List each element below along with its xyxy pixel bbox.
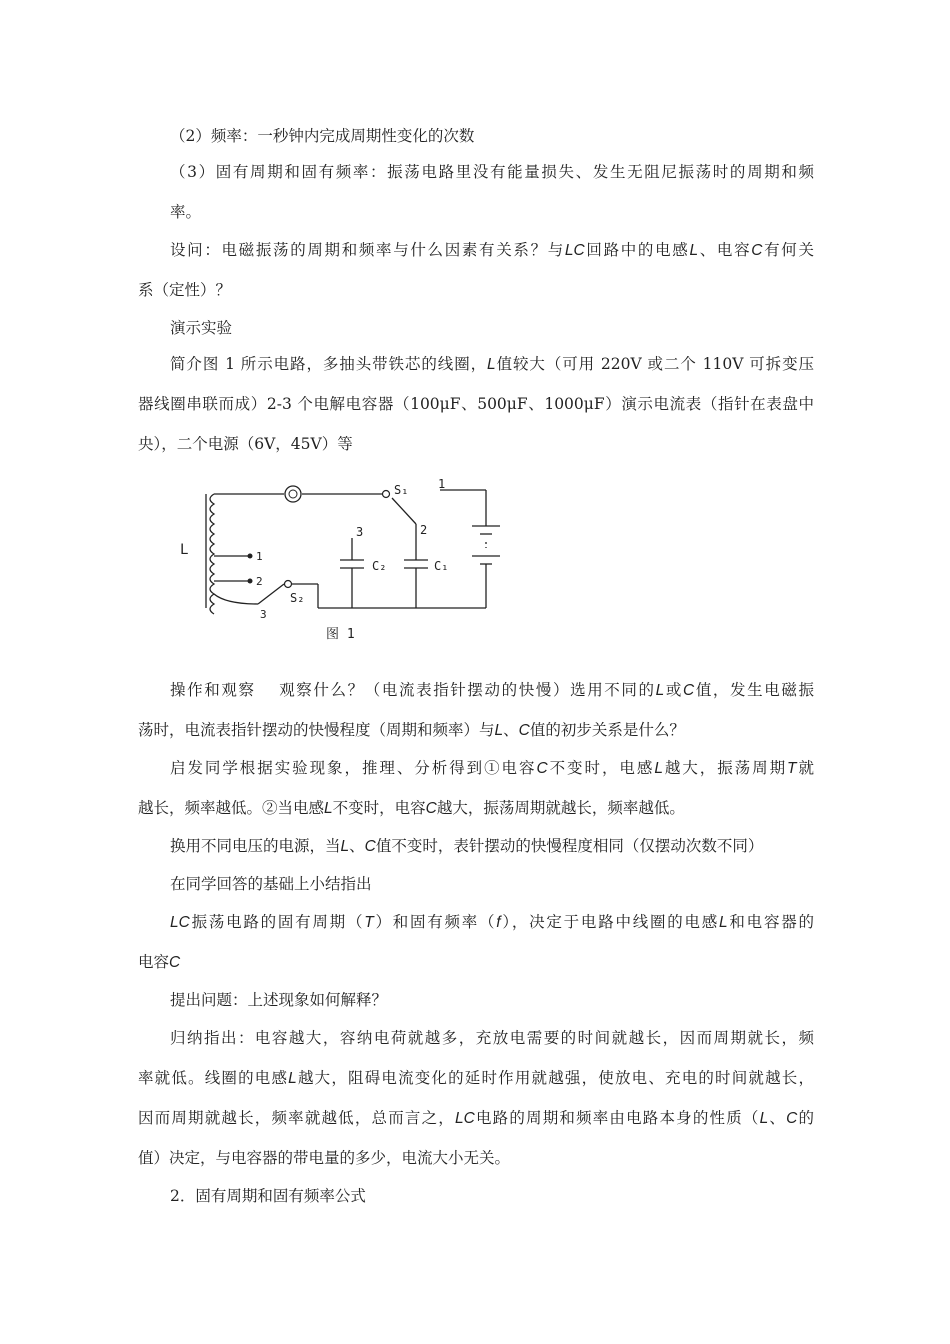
switch-s1-position-2: 2 bbox=[420, 523, 428, 537]
tap-2-label: 2 bbox=[256, 575, 263, 588]
paragraph-summary-line1: LC振荡电路的固有周期（T）和固有频率（f），决定于电路中线圈的电感L和电容器的 bbox=[170, 913, 814, 931]
paragraph-intro-line2: 器线圈串联而成）2-3 个电解电容器（100μF、500μF、1000μF）演示电流表（指针在表盘中 bbox=[138, 395, 814, 413]
paragraph-inference-line2: 越长，频率越低。②当电感L不变时，电容C越大，振荡周期就越长，频率越低。 bbox=[138, 799, 685, 817]
tap-3-wire bbox=[214, 594, 258, 604]
paragraph-intro-line3: 央），二个电源（6V，45V）等 bbox=[138, 435, 353, 453]
inductor-label: L bbox=[180, 542, 189, 558]
paragraph-conclusion-line4: 值）决定，与电容器的带电量的多少，电流大小无关。 bbox=[138, 1149, 511, 1167]
galvanometer-label: G bbox=[285, 491, 291, 501]
capacitor-c2-label: C₂ bbox=[372, 559, 387, 573]
switch-s1-blade bbox=[392, 498, 416, 524]
figure-caption: 图 1 bbox=[326, 627, 355, 642]
switch-s2-label: S₂ bbox=[290, 591, 305, 605]
paragraph-frequency-definition: （2）频率：一秒钟内完成周期性变化的次数 bbox=[170, 127, 475, 145]
capacitor-c1-label: C₁ bbox=[434, 559, 449, 573]
paragraph-conclusion-line1: 归纳指出：电容越大，容纳电荷就越多，充放电需要的时间就越长，因而周期就长，频 bbox=[170, 1029, 814, 1047]
switch-s1-contact bbox=[383, 491, 390, 498]
tap-3-label: 3 bbox=[260, 608, 267, 621]
section-heading-formula: 2．固有周期和固有频率公式 bbox=[170, 1187, 366, 1205]
paragraph-observe-line1: 操作和观察 观察什么？（电流表指针摆动的快慢）选用不同的L或C值，发生电磁振 bbox=[170, 681, 814, 699]
paragraph-summary-line2: 电容C bbox=[138, 953, 181, 971]
inductor-coil bbox=[210, 494, 214, 614]
capacitor-c2-tap-label: 3 bbox=[356, 525, 364, 539]
paragraph-natural-period-line2: 率。 bbox=[170, 203, 202, 221]
tap-1-label: 1 bbox=[256, 550, 263, 563]
circuit-diagram-figure bbox=[170, 476, 510, 648]
paragraph-question-explain: 提出问题：上述现象如何解释？ bbox=[170, 991, 388, 1009]
switch-s1-label: S₁ bbox=[394, 483, 409, 497]
switch-s2-contact bbox=[285, 581, 292, 588]
paragraph-summary-intro: 在同学回答的基础上小结指出 bbox=[170, 875, 372, 893]
paragraph-question-line1: 设问：电磁振荡的周期和频率与什么因素有关系？与LC回路中的电感L、电容C有何关 bbox=[170, 241, 814, 259]
switch-s1-position-1: 1 bbox=[438, 477, 446, 491]
paragraph-conclusion-line2: 率就低。线圈的电感L越大，阻碍电流变化的延时作用就越强，使放电、充电的时间就越长， bbox=[138, 1069, 814, 1087]
paragraph-observe-line2: 荡时，电流表指针摆动的快慢程度（周期和频率）与L、C值的初步关系是什么？ bbox=[138, 721, 685, 739]
paragraph-inference-line1: 启发同学根据实验现象，推理、分析得到①电容C不变时，电感L越大，振荡周期T就 bbox=[170, 759, 814, 777]
tap-2-terminal bbox=[248, 579, 253, 584]
paragraph-natural-period-line1: （3）固有周期和固有频率：振荡电路里没有能量损失、发生无阻尼振荡时的周期和频 bbox=[170, 163, 814, 181]
paragraph-question-line2: 系（定性）？ bbox=[138, 281, 232, 299]
paragraph-conclusion-line3: 因而周期就越长，频率就越低，总而言之，LC电路的周期和频率由电路本身的性质（L、C的 bbox=[138, 1109, 814, 1127]
tap-1-terminal bbox=[248, 554, 253, 559]
paragraph-intro-line1: 简介图 1 所示电路，多抽头带铁芯的线圈，L值较大（可用 220V 或二个 110V 可拆变压 bbox=[170, 355, 815, 373]
paragraph-voltage-change: 换用不同电压的电源，当L、C值不变时，表针摆动的快慢程度相同（仅摆动次数不同） bbox=[170, 837, 764, 855]
paragraph-demo-heading: 演示实验 bbox=[170, 319, 233, 337]
